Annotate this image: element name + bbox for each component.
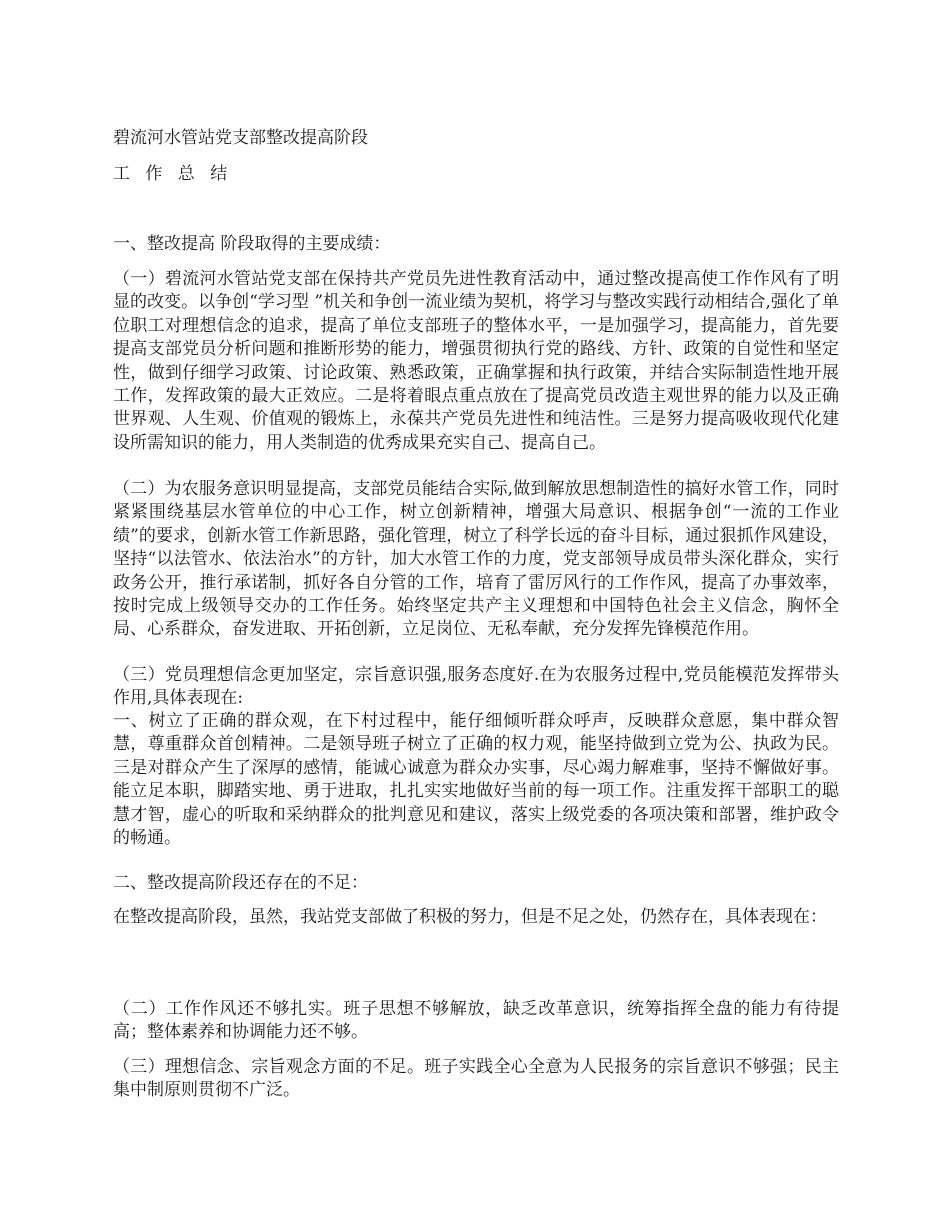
paragraph-three: （三）党员理想信念更加坚定，宗旨意识强,服务态度好.在为农服务过程中,党员能模范发挥带头作用,具体表现在: — [113, 665, 839, 709]
section-heading-achievements: 一、整改提高 阶段取得的主要成绩： — [113, 234, 391, 254]
paragraph-four: 一、树立了正确的群众观，在下村过程中，能仔细倾听群众呼声，反映群众意愿，集中群众智慧，尊重群众首创精神。二是领导班子树立了正确的权力观，能坚持做到立党为公、执政为民。三是对群众产生了深厚的感情，能诚心诚意为群众办实事，尽心竭力解难事，坚持不懈做好事。能立足本职，脚踏实地、勇于进取，扎扎实实地做好当前的每一项工作。注重发挥干部职工的聪慧才智，虚心的听取和采纳群众的批判意见和建议，落实上级党委的各项决策和部署，维护政令的畅通。 — [113, 711, 839, 849]
section-heading-shortcomings: 二、整改提高阶段还存在的不足： — [113, 873, 368, 893]
document-title: 碧流河水管站党支部整改提高阶段 — [113, 128, 368, 148]
paragraph-five: 在整改提高阶段，虽然，我站党支部做了积极的努力，但是不足之处，仍然存在，具体表现在： — [113, 907, 827, 927]
paragraph-six: （二）工作作风还不够扎实。班子思想不够解放，缺乏改革意识，统筹指挥全盘的能力有待提高；整体素养和协调能力还不够。 — [113, 999, 839, 1043]
document-subtitle: 工 作 总 结 — [113, 164, 233, 184]
paragraph-one: （一）碧流河水管站党支部在保持共产党员先进性教育活动中，通过整改提高使工作作风有了明显的改变。以争创“学习型 ”机关和争创一流业绩为契机，将学习与整改实践行动相结合,强化了单位职工对理想信念的追求，提高了单位支部班子的整体水平，一是加强学习，提高能力，首先要提高支部党员分析问题和推断形势的能力，增强贯彻执行党的路线、方针、政策的自觉性和坚定性，做到仔细学习政策、讨论政策、熟悉政策，正确掌握和执行政策，并结合实际制造性地开展工作，发挥政策的最大正效应。二是将着眼点重点放在了提高党员改造主观世界的能力以及正确世界观、人生观、价值观的锻炼上，永葆共产党员先进性和纯洁性。三是努力提高吸收现代化建设所需知识的能力，用人类制造的优秀成果充实自己、提高自己。 — [113, 269, 839, 453]
paragraph-two: （二）为农服务意识明显提高，支部党员能结合实际,做到解放思想制造性的搞好水管工作，同时紧紧围绕基层水管单位的中心工作，树立创新精神，增强大局意识、根据争创“一流的工作业绩”的要求，创新水管工作新思路，强化管理，树立了科学长远的奋斗目标，通过狠抓作风建设，坚持“以法管水、依法治水”的方针，加大水管工作的力度，党支部领导成员带头深化群众，实行政务公开，推行承诺制，抓好各自分管的工作，培育了雷厉风行的工作作风，提高了办事效率，按时完成上级领导交办的工作任务。始终坚定共产主义理想和中国特色社会主义信念，胸怀全局、心系群众，奋发进取、开拓创新，立足岗位、无私奉献，充分发挥先锋模范作用。 — [113, 479, 839, 640]
paragraph-seven: （三）理想信念、宗旨观念方面的不足。班子实践全心全意为人民报务的宗旨意识不够强；民主集中制原则贯彻不广泛。 — [113, 1057, 839, 1101]
